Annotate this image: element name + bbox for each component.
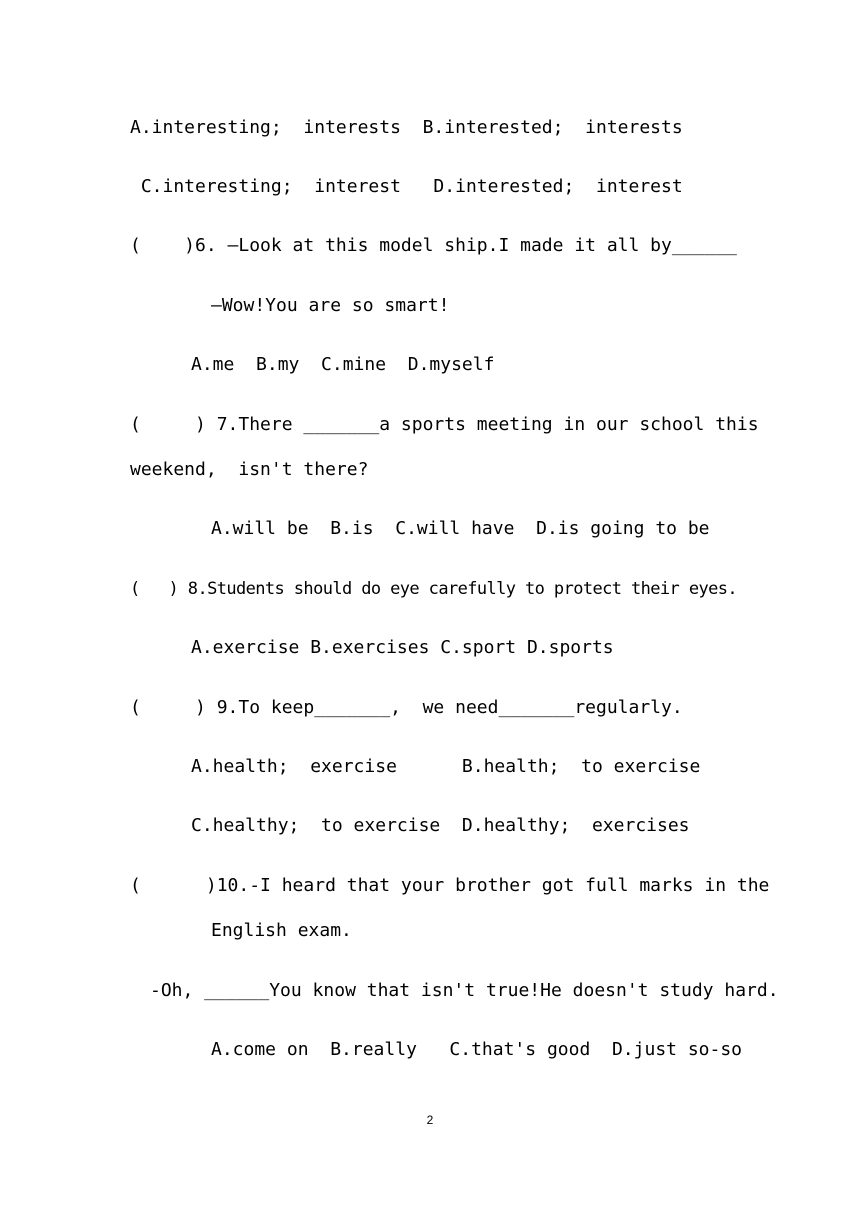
- q10-question: ( )10.-I heard that your brother got full marks in the: [130, 875, 770, 896]
- q6-response: —Wow!You are so smart!: [211, 295, 450, 316]
- q10-question-cont: English exam.: [211, 920, 352, 941]
- q6-options: A.me B.my C.mine D.myself: [191, 354, 495, 375]
- q7-options: A.will be B.is C.will have D.is going to be: [211, 518, 710, 539]
- q5-options-ab: A.interesting; interests B.interested; interests: [130, 117, 683, 138]
- q8-options: A.exercise B.exercises C.sport D.sports: [191, 637, 614, 658]
- page-number: 2: [426, 1113, 434, 1127]
- q10-response: -Oh, ______You know that isn't true!He doesn't study hard.: [150, 980, 779, 1001]
- q9-options-cd: C.healthy; to exercise D.healthy; exercises: [191, 815, 690, 836]
- q9-options-ab: A.health; exercise B.health; to exercise: [191, 756, 701, 777]
- q8-question: ( ) 8.Students should do eye carefully to protect their eyes.: [130, 579, 737, 599]
- q6-question: ( )6. —Look at this model ship.I made it all by______: [130, 235, 737, 256]
- q9-question: ( ) 9.To keep_______, we need_______regularly.: [130, 697, 683, 718]
- q7-question: ( ) 7.There _______a sports meeting in our school this: [130, 414, 759, 435]
- q10-options: A.come on B.really C.that's good D.just so-so: [211, 1039, 743, 1060]
- q5-options-cd: C.interesting; interest D.interested; interest: [130, 176, 683, 197]
- q7-question-cont: weekend, isn't there?: [130, 459, 369, 480]
